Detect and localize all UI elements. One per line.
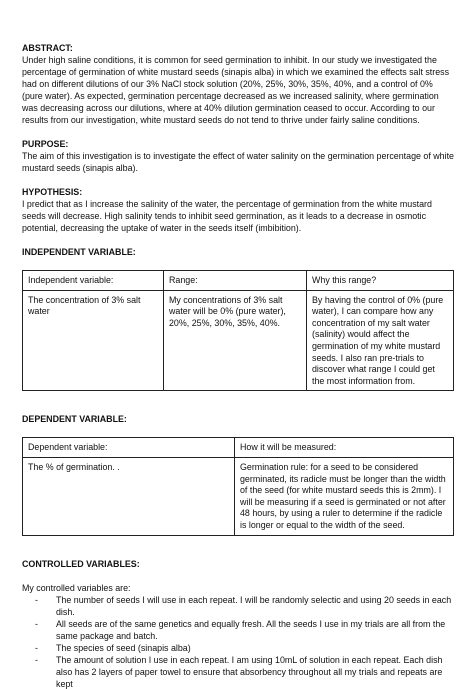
controlled-variables-list <box>22 594 454 690</box>
hypothesis-heading: HYPOTHESIS: <box>22 187 83 197</box>
table-cell: By having the control of 0% (pure water), I can compare how any concentration of my salt water (salinity) would affect the germination of my white mustard seeds. I also ran pre-trials to discover what range I could get the most information from. <box>307 290 454 391</box>
abstract-body: Under high saline conditions, it is common for seed germination to inhibit. In our study we investigated the percentage of germination of white mustard seeds (sinapis alba) in which we examined the effects salt stress had on different dilutions of our 3% NaCl stock solution (20%, 25%, 30%, 35%, 40%, and a control of 0% (pure water). As expected, germination percentage decreased as we increased salinity, where germination was decreasing across our dilutions, where at 40% dilution germination ceased to occur. According to our results from our investigation, white mustard seeds do not tend to thrive under fairly saline conditions. <box>22 55 450 125</box>
purpose-body: The aim of this investigation is to investigate the effect of water salinity on the germination percentage of white mustard seeds (sinapis alba). <box>22 151 454 173</box>
purpose-heading: PURPOSE: <box>22 139 69 149</box>
independent-variable-heading: INDEPENDENT VARIABLE: <box>22 247 136 257</box>
controlled-variables-heading: CONTROLLED VARIABLES: <box>22 558 140 569</box>
table-header-cell: Independent variable: <box>23 271 164 291</box>
list-item: - All seeds are of the same genetics and equally fresh. All the seeds I use in my trials are all from the same package and batch. <box>35 618 446 641</box>
hypothesis-body: I predict that as I increase the salinity of the water, the percentage of germination from the white mustard seeds will decrease. High salinity tends to inhibit seed germination, as it leads to a decrease in osmotic potential, decreasing the uptake of water in the seeds itself (imbibition). <box>22 199 432 233</box>
table-cell: My concentrations of 3% salt water will be 0% (pure water), 20%, 25%, 30%, 35%, 40%. <box>164 290 307 391</box>
independent-variable-table <box>22 270 454 391</box>
list-item-text: The amount of solution I use in each repeat. I am using 10mL of solution in each repeat. Each dish also has 2 layers of paper towel to ensure that absorbency throughout all my trials and repeats are kept <box>56 654 443 689</box>
list-item-text: All seeds are of the same genetics and equally fresh. All the seeds I use in my trials are all from the same package and batch. <box>56 618 446 641</box>
dependent-variable-heading: DEPENDENT VARIABLE: <box>22 414 127 425</box>
list-item: - The amount of solution I use in each repeat. I am using 10mL of solution in each repeat. Each dish also has 2 layers of paper towel to ensure that absorbency throughout all my trials and repeats are kept <box>35 654 443 689</box>
table-header-cell: Dependent variable: <box>23 438 235 458</box>
list-item-text: The number of seeds I will use in each repeat. I will be randomly selectic and using 20 seeds in each dish. <box>56 594 452 617</box>
table-cell: The concentration of 3% salt water <box>23 290 164 391</box>
table-cell: Germination rule: for a seed to be considered germinated, its radicle must be longer than the width of the seed (for white mustard seeds this is 2mm). I will be measuring if a seed is germinated or not after 48 hours, by using a ruler to determine if the radicle is longer or equal to the width of the seed. <box>235 457 454 535</box>
table-row <box>23 290 454 391</box>
table-header-row <box>23 271 454 291</box>
table-row <box>23 457 454 535</box>
controlled-variables-intro: My controlled variables are: <box>22 582 131 593</box>
list-item: - The number of seeds I will use in each repeat. I will be randomly selectic and using 20 seeds in each dish. <box>35 594 452 617</box>
table-header-cell: How it will be measured: <box>235 438 454 458</box>
list-item: - The species of seed (sinapis alba) <box>35 642 191 653</box>
list-item-text: The species of seed (sinapis alba) <box>56 642 191 653</box>
table-header-row <box>23 438 454 458</box>
dependent-variable-table <box>22 437 454 535</box>
table-header-cell: Range: <box>164 271 307 291</box>
abstract-heading: ABSTRACT: <box>22 43 73 53</box>
table-header-cell: Why this range? <box>307 271 454 291</box>
table-cell: The % of germination. . <box>23 457 235 535</box>
